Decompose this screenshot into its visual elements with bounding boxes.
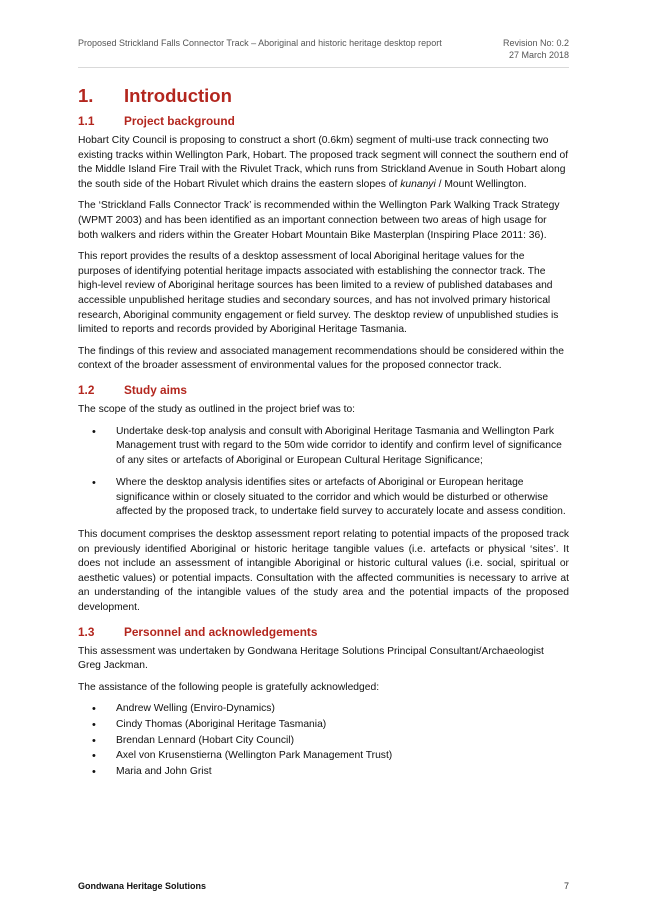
paragraph-report-scope: This report provides the results of a desktop assessment of local Aboriginal heritage values for the purposes of identifying potential heritage impacts associated with establishing the connector track. The high-level review of Aboriginal heritage sources has been limited to a review of published databases and accessible unpublished heritage studies and secondary sources, and has not involved primary historical research, Aboriginal community engagement or field survey. The desktop review of unpublished studies is limited to reports and records provided by Aboriginal Heritage Tasmania. <box>78 251 559 336</box>
subsection-title: Personnel and acknowledgements <box>124 624 318 639</box>
paragraph-track-strategy: The ‘Strickland Falls Connector Track’ is recommended within the Wellington Park Walking Track Strategy (WPMT 2003) and has been identified as an important connection between two areas of high usage for both walkers and riders within the Greater Hobart Mountain Bike Masterplan (Inspiring Place 2011: 36). <box>78 200 560 241</box>
revision-info <box>503 37 569 61</box>
page-number: 7 <box>563 881 569 891</box>
subsection-heading-project-background <box>78 112 569 130</box>
header-divider <box>78 67 569 68</box>
acknowledgements-list <box>78 702 569 779</box>
paragraph-scope-intro: The scope of the study as outlined in the project brief was to: <box>78 403 356 415</box>
subsection-title: Project background <box>124 114 235 128</box>
list-item: • Brendan Lennard (Hobart City Council) <box>78 734 569 749</box>
paragraph-acknowledgement-intro: The assistance of the following people is gratefully acknowledged: <box>78 681 380 693</box>
revision-date: 27 March 2018 <box>508 50 569 60</box>
list-item: • Maria and John Grist <box>78 765 569 780</box>
paragraph-document-scope: This document comprises the desktop assessment report relating to potential impacts of the proposed track on previously identified Aboriginal or historic heritage tangible values (i.e. artefacts or physical ‘sites’. It does not include an assessment of intangible Aboriginal or historic cultural values (i.e. social, spiritual or aesthetic values) or potential impacts. Consultation with the affected communities is necessary to arrive at an understanding of the intangible values of the study area and the potential impacts of the proposed development. <box>78 529 569 614</box>
study-aims-list <box>78 425 569 521</box>
section-number: 1. <box>78 85 94 106</box>
subsection-heading-study-aims <box>78 381 569 399</box>
footer-company: Gondwana Heritage Solutions <box>78 881 207 891</box>
paragraph-project-intro: Hobart City Council is proposing to construct a short (0.6km) segment of multi-use track connecting two existing tracks within Wellington Park, Hobart. The proposed track segment will connect the southern end of the Middle Island Fire Trail with the Rivulet Track, which runs from Strickland Avenue in South Hobart along the south side of the Hobart Rivulet which drains the eastern slopes of kunanyi / Mount Wellington. <box>78 135 569 190</box>
subsection-number: 1.2 <box>78 382 95 397</box>
list-item: • Where the desktop analysis identifies sites or artefacts of Aboriginal or European heritage significance within or closely situated to the corridor and which would be disturbed or otherwise affected by the proposed track, to undertake field survey to accurately locate and assess condition. <box>78 476 569 520</box>
subsection-title: Study aims <box>124 382 187 397</box>
page-content <box>78 84 569 785</box>
revision-number: Revision No: 0.2 <box>502 38 569 48</box>
subsection-number: 1.3 <box>78 624 95 639</box>
paragraph-findings: The findings of this review and associated management recommendations should be considered within the context of the broader assessment of environmental values for the proposed connector track. <box>78 345 564 372</box>
list-item: • Cindy Thomas (Aboriginal Heritage Tasmania) <box>78 718 569 733</box>
list-item: • Andrew Welling (Enviro-Dynamics) <box>78 702 569 717</box>
paragraph-assessment-author: This assessment was undertaken by Gondwana Heritage Solutions Principal Consultant/Archaeologist Greg Jackman. <box>78 645 544 672</box>
subsection-heading-personnel <box>78 623 569 641</box>
section-title: Introduction <box>124 85 232 106</box>
section-heading-introduction <box>78 84 569 108</box>
list-item: • Undertake desk-top analysis and consult with Aboriginal Heritage Tasmania and Wellington Park Management trust with regard to the 50m wide corridor to identify and confirm level of significance of any sites or artefacts of Aboriginal or European Cultural Heritage Significance; <box>78 425 569 469</box>
subsection-number: 1.1 <box>78 114 95 128</box>
list-item: • Axel von Krusenstierna (Wellington Park Management Trust) <box>78 749 569 764</box>
document-title: Proposed Strickland Falls Connector Track – Aboriginal and historic heritage desktop report <box>78 38 442 48</box>
kunanyi-italic: kunanyi <box>400 178 436 190</box>
